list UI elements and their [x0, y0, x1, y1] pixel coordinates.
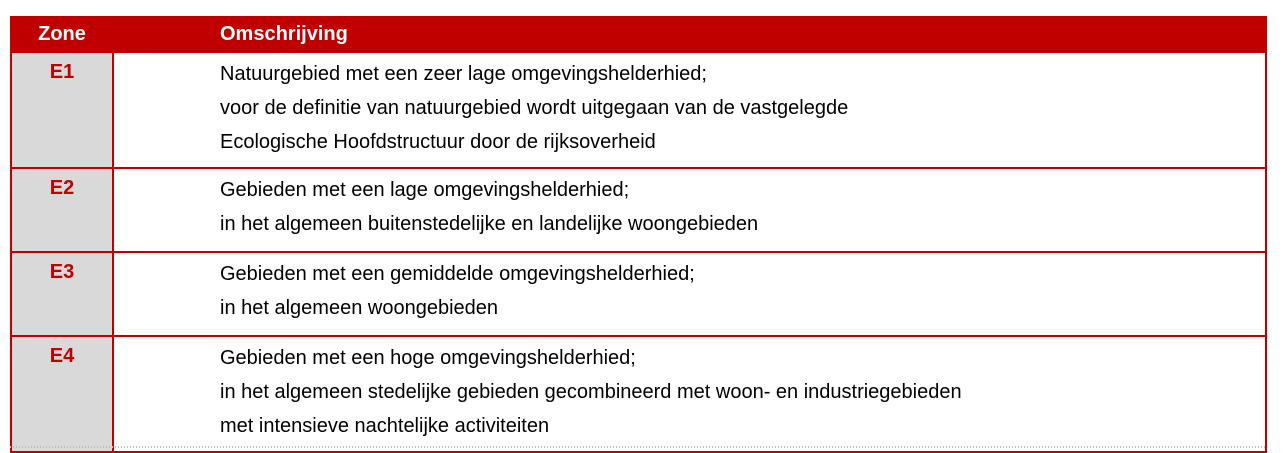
description-line: Gebieden met een gemiddelde omgevingshelderhied;: [220, 263, 695, 285]
description-line: voor de definitie van natuurgebied wordt uitgegaan van de vastgelegde: [220, 97, 849, 119]
zone-cell: E3: [11, 252, 113, 336]
header-row: [11, 17, 1266, 52]
zone-table: [10, 16, 1267, 453]
table-row: [11, 52, 1266, 168]
description-cell: [113, 168, 1266, 252]
description-line: in het algemeen stedelijke gebieden gecombineerd met woon- en industriegebieden: [220, 381, 962, 403]
description-line: in het algemeen buitenstedelijke en landelijke woongebieden: [220, 213, 759, 235]
description-line: Ecologische Hoofdstructuur door de rijksoverheid: [220, 131, 656, 153]
header-description: Omschrijving: [113, 17, 1266, 52]
description-line: in het algemeen woongebieden: [220, 297, 498, 319]
zone-cell: E2: [11, 168, 113, 252]
description-cell: [113, 336, 1266, 452]
description-line: Gebieden met een hoge omgevingshelderhied;: [220, 347, 636, 369]
header-zone: Zone: [11, 17, 113, 52]
table-row: [11, 336, 1266, 452]
bottom-dotted-divider: [10, 446, 1267, 448]
zone-cell: E1: [11, 52, 113, 168]
description-cell: [113, 252, 1266, 336]
description-cell: [113, 52, 1266, 168]
table-row: [11, 252, 1266, 336]
zone-cell: E4: [11, 336, 113, 452]
description-line: Natuurgebied met een zeer lage omgevingshelderhied;: [220, 63, 707, 85]
table-row: [11, 168, 1266, 252]
description-line: met intensieve nachtelijke activiteiten: [220, 415, 550, 437]
description-line: Gebieden met een lage omgevingshelderhied;: [220, 179, 630, 201]
